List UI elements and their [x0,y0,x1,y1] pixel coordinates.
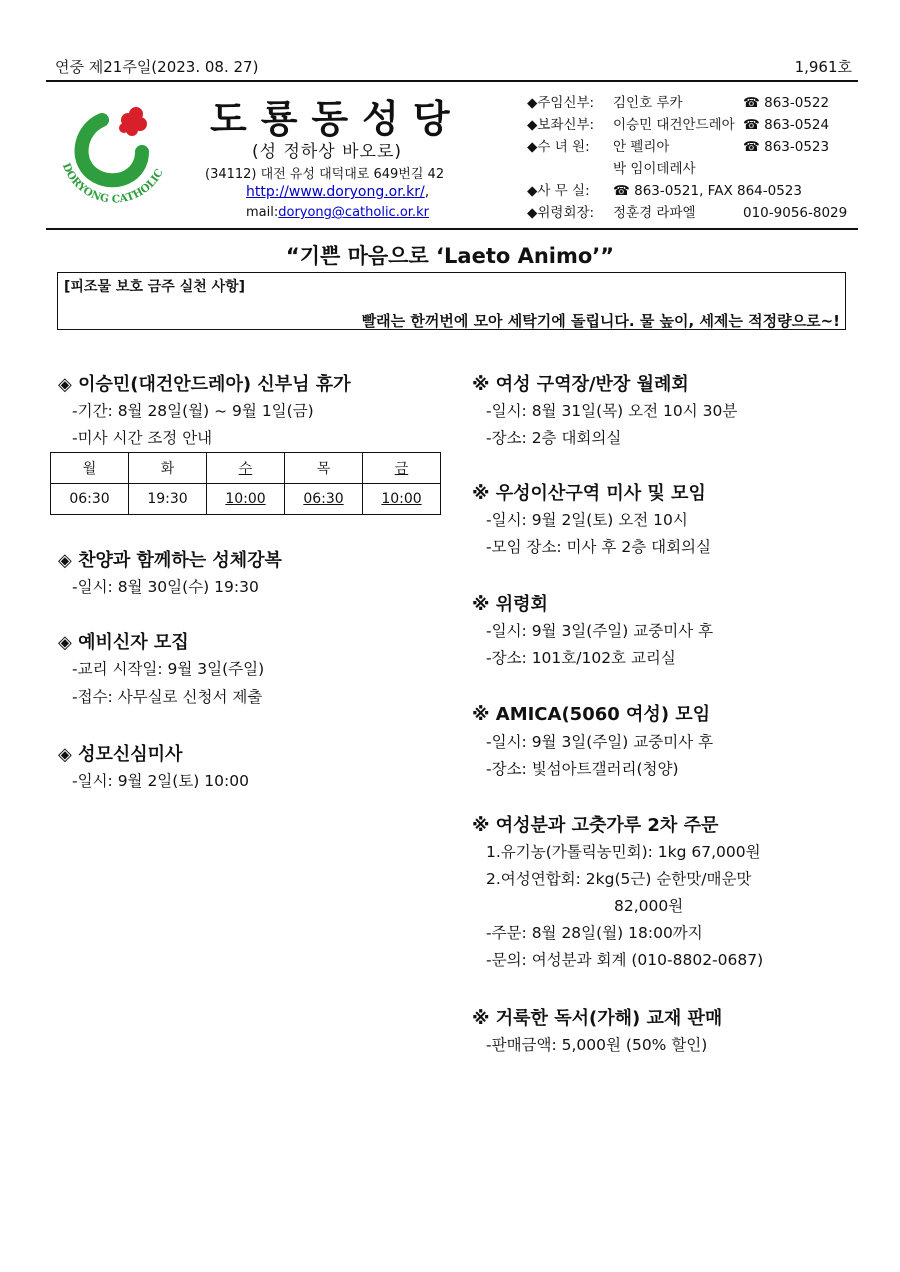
table-cell: 화 [129,453,207,484]
section-title: ◈ 성모신심미사 [58,744,183,765]
website-line [246,184,429,200]
issue-date: 연중 제21주일(2023. 08. 27) [55,58,259,76]
contact-row [527,92,847,114]
contact-name: 박 임이데레사 [613,161,696,177]
section-line: 82,000원 [614,897,684,915]
section-line: -장소: 101호/102호 교리실 [486,649,676,667]
section-line: -접수: 사무실로 신청서 제출 [72,688,263,706]
section-line: -일시: 9월 2일(토) 오전 10시 [486,511,688,529]
table-cell: 월 [51,453,129,484]
section-line: -일시: 8월 30일(수) 19:30 [72,578,259,596]
contact-row [527,114,847,136]
mail-line [246,205,429,220]
contact-label: ◆수 녀 원: [527,139,590,155]
website-link[interactable]: http://www.doryong.or.kr/ [246,184,425,200]
website-suffix: , [424,184,430,200]
contact-phone: ☎ 863-0524 [743,117,830,133]
section-title: ◈ 찬양과 함께하는 성체강복 [58,550,282,571]
section-line: -주문: 8월 28일(월) 18:00까지 [486,924,703,942]
section-title: ※ AMICA(5060 여성) 모임 [472,704,711,725]
section-line: -일시: 9월 3일(주일) 교중미사 후 [486,622,714,640]
contact-label [527,158,613,180]
contact-label: ◆위령회장: [527,205,595,221]
mass-schedule-table [50,452,441,515]
section-line: -기간: 8월 28일(월) ~ 9월 1일(금) [72,402,314,420]
contact-label: ◆보좌신부: [527,117,595,133]
table-cell: 10:00 [207,484,285,515]
table-cell: 06:30 [285,484,363,515]
table-cell: 10:00 [363,484,441,515]
section-title: ◈ 예비신자 모집 [58,632,189,653]
section-title: ※ 여성 구역장/반장 월례회 [472,374,689,395]
section-line: -교리 시작일: 9월 3일(주일) [72,660,265,678]
section-line: -미사 시간 조정 안내 [72,429,213,447]
header-bottom-rule [46,228,858,230]
contact-row [527,202,847,224]
section-line: -장소: 빛섬아트갤러리(청양) [486,760,679,778]
section-line: -판매금액: 5,000원 (50% 할인) [486,1036,708,1054]
section-line: -일시: 9월 2일(토) 10:00 [72,772,249,790]
contact-row [527,136,847,158]
contact-label: ◆사 무 실: [527,183,590,199]
church-name: 도룡동성당 [210,97,464,141]
notice-text: 빨래는 한꺼번에 모아 세탁기에 돌립니다. 물 높이, 세제는 적정량으로~! [361,312,840,330]
section-line: -문의: 여성분과 회계 (010-8802-0687) [486,951,764,969]
section-line: -모임 장소: 미사 후 2층 대회의실 [486,538,711,556]
contact-name: 안 펠리아 [613,139,670,155]
section-line: 1.유기농(가톨릭농민회): 1kg 67,000원 [486,843,761,861]
contact-name: 이승민 대건안드레아 [613,117,735,133]
patron-saint: (성 정하상 바오로) [252,142,403,162]
contact-list [527,92,847,224]
section-title: ◈ 이승민(대건안드레아) 신부님 휴가 [58,374,351,395]
section-line: 2.여성연합회: 2kg(5근) 순한맛/매운맛 [486,870,752,888]
mail-label: mail: [246,205,279,220]
section-title: ※ 거룩한 독서(가해) 교재 판매 [472,1008,723,1029]
section-line: -장소: 2층 대회의실 [486,429,622,447]
contact-phone: 010-9056-8029 [743,205,848,221]
contact-label: ◆주임신부: [527,95,595,111]
table-row [51,453,441,484]
table-cell: 금 [363,453,441,484]
motto: “기쁜 마음으로 ‘Laeto Animo’” [285,244,615,268]
table-cell: 수 [207,453,285,484]
address: (34112) 대전 유성 대덕대로 649번길 42 [205,167,445,182]
mail-link[interactable]: doryong@catholic.or.kr [278,205,429,220]
notice-title: [피조물 보호 금주 실천 사항] [64,279,246,295]
logo-text: DORYONG CATHOLIC [59,161,166,206]
logo-red-flower [119,107,147,136]
contact-name: 정훈경 라파엘 [613,205,696,221]
contact-name: 김인호 루카 [613,95,683,111]
section-title: ※ 여성분과 고춧가루 2차 주문 [472,815,719,836]
table-cell: 19:30 [129,484,207,515]
header-top-rule [46,80,858,82]
contact-phone: ☎ 863-0522 [743,95,830,111]
table-row [51,484,441,515]
table-cell: 06:30 [51,484,129,515]
contact-phone: ☎ 863-0523 [743,139,830,155]
section-line: -일시: 8월 31일(목) 오전 10시 30분 [486,402,738,420]
contact-name: ☎ 863-0521, FAX 864-0523 [613,183,802,199]
contact-row [527,158,847,180]
issue-number: 1,961호 [794,58,852,76]
table-cell: 목 [285,453,363,484]
contact-row [527,180,847,202]
section-line: -일시: 9월 3일(주일) 교중미사 후 [486,733,714,751]
church-logo [50,92,180,212]
section-title: ※ 위령회 [472,594,548,615]
section-title: ※ 우성이산구역 미사 및 모임 [472,483,706,504]
